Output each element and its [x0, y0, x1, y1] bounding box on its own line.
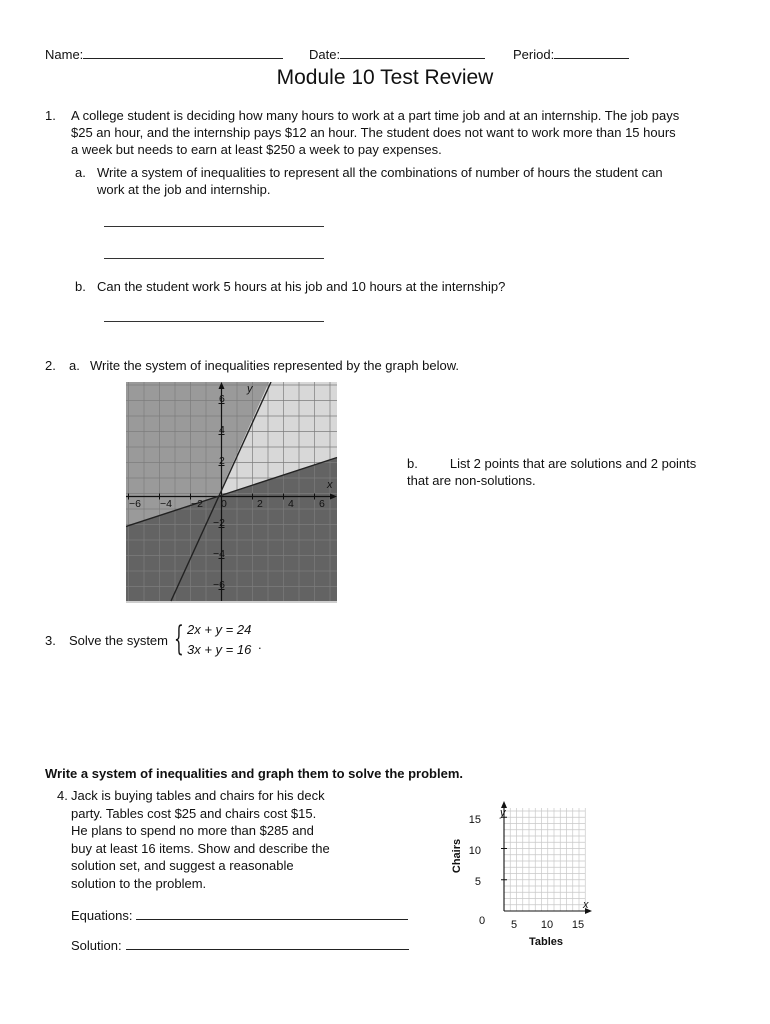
q2b-label: b.	[407, 456, 418, 471]
q4-text-line: party. Tables cost $25 and chairs cost $15.	[71, 805, 317, 821]
tables-chairs-graph	[448, 798, 598, 958]
x-tick-label: 0	[221, 498, 227, 510]
q1-text-line: A college student is deciding how many hours to work at a part time job and at an internship. The job pays	[71, 108, 680, 123]
page-title: Module 10 Test Review	[276, 66, 494, 89]
axes	[501, 801, 592, 914]
x-tick-label: 2	[257, 498, 263, 510]
q2a-text: Write the system of inequalities represented by the graph below.	[90, 358, 460, 373]
x-tick-label: 5	[510, 919, 518, 931]
y-tick-label: 15	[468, 814, 481, 826]
y-axis-label: y	[247, 383, 253, 395]
equation: 2x + y = 24	[187, 622, 252, 637]
q4-text	[71, 787, 371, 893]
x-tick-labels	[511, 919, 584, 931]
equation: 3x + y = 16	[187, 642, 252, 657]
y-tick-labels	[469, 814, 481, 888]
q1-text	[71, 107, 751, 158]
y-axis-label: y	[500, 807, 506, 819]
q4-text-line: solution set, and suggest a reasonable	[71, 858, 294, 874]
date-field[interactable]	[309, 46, 485, 63]
y-tick-label: 6	[219, 393, 225, 405]
q1-text-line: a week but needs to earn at least $250 a week to pay expenses.	[71, 142, 442, 157]
x-tick-label: −4	[160, 498, 172, 510]
x-tick-label: −2	[191, 498, 203, 510]
q2-number: 2.	[45, 358, 56, 373]
q4-number: 4.	[57, 788, 68, 803]
q2a-label: a.	[69, 358, 80, 373]
q1-number: 1.	[45, 108, 56, 123]
x-tick-label: 15	[571, 919, 585, 931]
inequality-graph	[126, 382, 338, 604]
section-heading: Write a system of inequalities and graph them to solve the problem.	[45, 766, 464, 781]
q3-period: .	[258, 637, 262, 652]
y-tick-label: 2	[219, 455, 225, 467]
solution-blank[interactable]	[126, 937, 409, 950]
q4-text-line: Jack is buying tables and chairs for his deck	[71, 788, 325, 803]
q3-system	[187, 621, 251, 658]
origin-label: 0	[479, 915, 486, 927]
x-axis-label: x	[327, 479, 333, 491]
q2b	[407, 455, 737, 489]
answer-line[interactable]	[104, 226, 324, 227]
answer-line[interactable]	[104, 321, 324, 322]
x-tick-label: 4	[288, 498, 294, 510]
y-tick-label: −6	[213, 579, 225, 591]
period-field[interactable]	[513, 46, 629, 63]
y-tick-label: 10	[468, 845, 481, 857]
period-blank[interactable]	[554, 46, 629, 59]
equations-blank[interactable]	[136, 907, 408, 920]
solution-field[interactable]	[71, 937, 409, 954]
equations-field[interactable]	[71, 907, 408, 924]
grid-lines	[504, 808, 585, 911]
equations-label: Equations:	[71, 908, 133, 923]
date-label: Date:	[309, 47, 341, 62]
q1a-text	[97, 164, 737, 198]
q2b-line1	[407, 455, 737, 472]
q4-text-line: solution to the problem.	[71, 875, 207, 891]
q1b-text: Can the student work 5 hours at his job and 10 hours at the internship?	[97, 279, 506, 294]
q4-text-line: buy at least 16 items. Show and describe the	[71, 840, 330, 856]
q2b-text: List 2 points that are solutions and 2 points	[449, 456, 697, 471]
q1a-label: a.	[75, 165, 86, 180]
x-tick-label: 10	[540, 919, 554, 931]
brace-icon: {	[174, 619, 184, 659]
x-tick-label: 6	[319, 498, 325, 510]
q1b-label: b.	[75, 279, 86, 294]
period-label: Period:	[513, 47, 555, 62]
answer-line[interactable]	[104, 258, 324, 259]
x-axis-label: x	[583, 899, 589, 911]
y-tick-label: 4	[219, 424, 225, 436]
q3-text: Solve the system	[69, 633, 168, 648]
y-tick-label: 5	[474, 876, 481, 888]
q1a-text-line: Write a system of inequalities to represent all the combinations of number of hours the student can	[97, 165, 663, 180]
q2b-text-line: that are non-solutions.	[407, 473, 536, 488]
x-axis-title: Tables	[528, 936, 564, 948]
name-blank[interactable]	[83, 46, 283, 59]
x-tick-label: −6	[129, 498, 141, 510]
y-tick-label: −2	[213, 517, 225, 529]
q3-number: 3.	[45, 633, 56, 648]
q1a-text-line: work at the job and internship.	[97, 182, 271, 197]
q1-text-line: $25 an hour, and the internship pays $12 an hour. The student does not want to work more than 15 hours	[71, 125, 676, 140]
date-blank[interactable]	[340, 46, 485, 59]
y-axis-title: Chairs	[451, 838, 463, 874]
solution-label: Solution:	[71, 938, 122, 953]
name-field[interactable]	[45, 46, 283, 63]
y-tick-label: −4	[213, 548, 225, 560]
name-label: Name:	[45, 47, 84, 62]
q4-text-line: He plans to spend no more than $285 and	[71, 823, 314, 839]
